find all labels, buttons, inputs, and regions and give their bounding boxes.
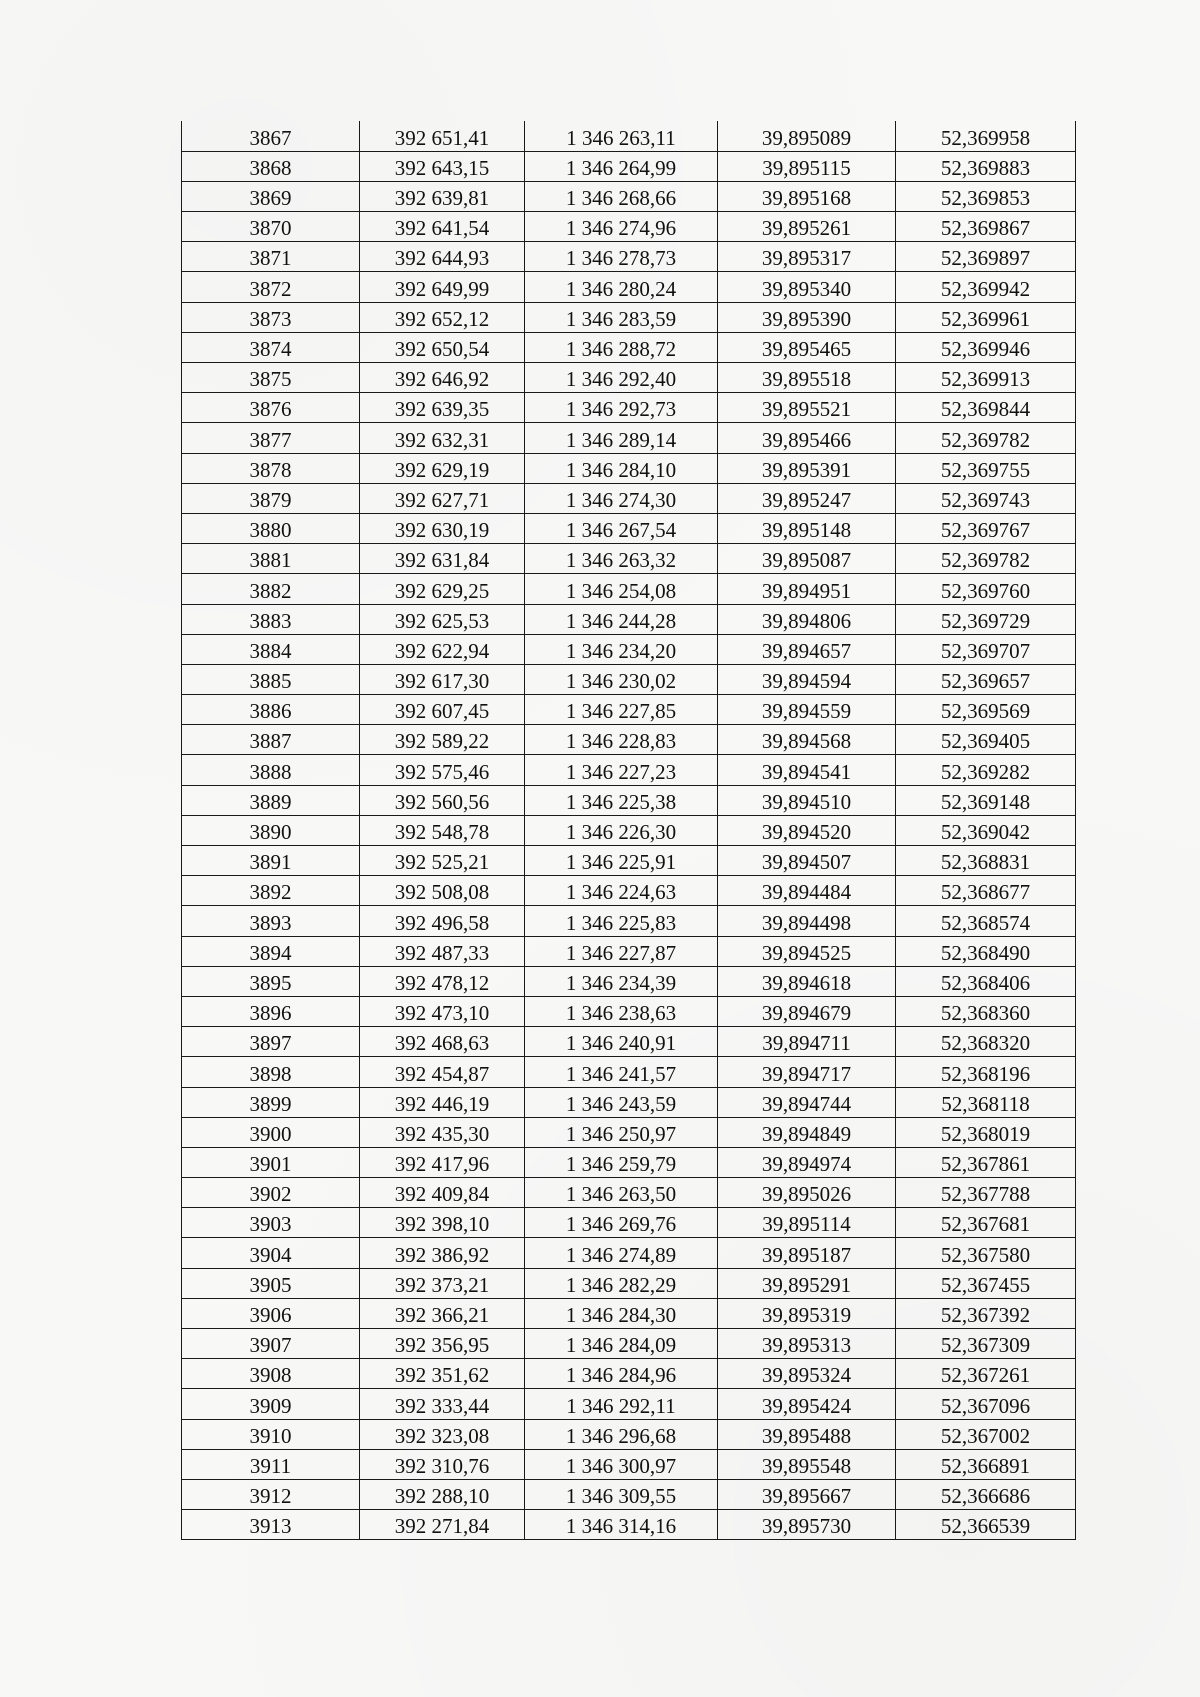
table-row [182, 151, 1076, 181]
latitude-cell: 52,369760 [896, 574, 1076, 604]
x-coordinate-cell: 392 650,54 [360, 332, 525, 362]
longitude-cell: 39,894849 [718, 1117, 896, 1147]
longitude-cell: 39,894510 [718, 785, 896, 815]
point-number-cell: 3898 [182, 1057, 360, 1087]
longitude-cell: 39,894744 [718, 1087, 896, 1117]
y-coordinate-cell: 1 346 259,79 [525, 1147, 718, 1177]
point-number-cell: 3892 [182, 876, 360, 906]
longitude-cell: 39,895521 [718, 393, 896, 423]
point-number-cell: 3901 [182, 1147, 360, 1177]
x-coordinate-cell: 392 627,71 [360, 483, 525, 513]
point-number-cell: 3883 [182, 604, 360, 634]
table-row [182, 212, 1076, 242]
table-row [182, 1268, 1076, 1298]
longitude-cell: 39,895115 [718, 151, 896, 181]
latitude-cell: 52,367261 [896, 1359, 1076, 1389]
table-row [182, 181, 1076, 211]
longitude-cell: 39,895730 [718, 1510, 896, 1540]
table-row [182, 1329, 1076, 1359]
y-coordinate-cell: 1 346 267,54 [525, 513, 718, 543]
y-coordinate-cell: 1 346 225,38 [525, 785, 718, 815]
longitude-cell: 39,895466 [718, 423, 896, 453]
table-row [182, 242, 1076, 272]
longitude-cell: 39,895667 [718, 1479, 896, 1509]
point-number-cell: 3905 [182, 1268, 360, 1298]
table-row [182, 1027, 1076, 1057]
table-row [182, 1057, 1076, 1087]
y-coordinate-cell: 1 346 241,57 [525, 1057, 718, 1087]
y-coordinate-cell: 1 346 240,91 [525, 1027, 718, 1057]
y-coordinate-cell: 1 346 289,14 [525, 423, 718, 453]
point-number-cell: 3870 [182, 212, 360, 242]
point-number-cell: 3907 [182, 1329, 360, 1359]
x-coordinate-cell: 392 649,99 [360, 272, 525, 302]
longitude-cell: 39,894679 [718, 996, 896, 1026]
y-coordinate-cell: 1 346 284,30 [525, 1298, 718, 1328]
longitude-cell: 39,895518 [718, 363, 896, 393]
latitude-cell: 52,368118 [896, 1087, 1076, 1117]
latitude-cell: 52,369782 [896, 423, 1076, 453]
y-coordinate-cell: 1 346 269,76 [525, 1208, 718, 1238]
latitude-cell: 52,369282 [896, 755, 1076, 785]
point-number-cell: 3906 [182, 1298, 360, 1328]
longitude-cell: 39,895390 [718, 302, 896, 332]
table-row [182, 725, 1076, 755]
latitude-cell: 52,369897 [896, 242, 1076, 272]
latitude-cell: 52,369657 [896, 664, 1076, 694]
y-coordinate-cell: 1 346 296,68 [525, 1419, 718, 1449]
longitude-cell: 39,894717 [718, 1057, 896, 1087]
y-coordinate-cell: 1 346 292,11 [525, 1389, 718, 1419]
x-coordinate-cell: 392 398,10 [360, 1208, 525, 1238]
y-coordinate-cell: 1 346 264,99 [525, 151, 718, 181]
x-coordinate-cell: 392 639,81 [360, 181, 525, 211]
longitude-cell: 39,895548 [718, 1449, 896, 1479]
x-coordinate-cell: 392 622,94 [360, 634, 525, 664]
table-row [182, 1178, 1076, 1208]
longitude-cell: 39,894541 [718, 755, 896, 785]
x-coordinate-cell: 392 351,62 [360, 1359, 525, 1389]
point-number-cell: 3885 [182, 664, 360, 694]
latitude-cell: 52,367861 [896, 1147, 1076, 1177]
y-coordinate-cell: 1 346 309,55 [525, 1479, 718, 1509]
x-coordinate-cell: 392 496,58 [360, 906, 525, 936]
latitude-cell: 52,367788 [896, 1178, 1076, 1208]
point-number-cell: 3902 [182, 1178, 360, 1208]
point-number-cell: 3900 [182, 1117, 360, 1147]
y-coordinate-cell: 1 346 234,39 [525, 966, 718, 996]
table-row [182, 513, 1076, 543]
latitude-cell: 52,369569 [896, 695, 1076, 725]
point-number-cell: 3878 [182, 453, 360, 483]
table-row [182, 1208, 1076, 1238]
point-number-cell: 3872 [182, 272, 360, 302]
y-coordinate-cell: 1 346 225,91 [525, 846, 718, 876]
coordinates-table [181, 121, 1076, 1540]
point-number-cell: 3889 [182, 785, 360, 815]
table-row [182, 664, 1076, 694]
table-row [182, 846, 1076, 876]
latitude-cell: 52,369707 [896, 634, 1076, 664]
x-coordinate-cell: 392 643,15 [360, 151, 525, 181]
point-number-cell: 3875 [182, 363, 360, 393]
point-number-cell: 3884 [182, 634, 360, 664]
x-coordinate-cell: 392 575,46 [360, 755, 525, 785]
table-row [182, 1238, 1076, 1268]
x-coordinate-cell: 392 356,95 [360, 1329, 525, 1359]
latitude-cell: 52,368406 [896, 966, 1076, 996]
point-number-cell: 3890 [182, 815, 360, 845]
longitude-cell: 39,895026 [718, 1178, 896, 1208]
longitude-cell: 39,894559 [718, 695, 896, 725]
table-row [182, 634, 1076, 664]
table-row [182, 393, 1076, 423]
y-coordinate-cell: 1 346 288,72 [525, 332, 718, 362]
table-row [182, 996, 1076, 1026]
longitude-cell: 39,894498 [718, 906, 896, 936]
table-row [182, 1510, 1076, 1540]
x-coordinate-cell: 392 646,92 [360, 363, 525, 393]
latitude-cell: 52,366686 [896, 1479, 1076, 1509]
x-coordinate-cell: 392 589,22 [360, 725, 525, 755]
latitude-cell: 52,367002 [896, 1419, 1076, 1449]
latitude-cell: 52,367309 [896, 1329, 1076, 1359]
table-row [182, 121, 1076, 151]
x-coordinate-cell: 392 487,33 [360, 936, 525, 966]
point-number-cell: 3871 [182, 242, 360, 272]
point-number-cell: 3881 [182, 544, 360, 574]
longitude-cell: 39,895087 [718, 544, 896, 574]
point-number-cell: 3893 [182, 906, 360, 936]
latitude-cell: 52,369853 [896, 181, 1076, 211]
x-coordinate-cell: 392 417,96 [360, 1147, 525, 1177]
y-coordinate-cell: 1 346 284,10 [525, 453, 718, 483]
point-number-cell: 3897 [182, 1027, 360, 1057]
point-number-cell: 3899 [182, 1087, 360, 1117]
y-coordinate-cell: 1 346 227,85 [525, 695, 718, 725]
coordinates-table-body [182, 121, 1076, 1540]
x-coordinate-cell: 392 271,84 [360, 1510, 525, 1540]
point-number-cell: 3868 [182, 151, 360, 181]
table-row [182, 363, 1076, 393]
x-coordinate-cell: 392 323,08 [360, 1419, 525, 1449]
x-coordinate-cell: 392 548,78 [360, 815, 525, 845]
table-row [182, 876, 1076, 906]
x-coordinate-cell: 392 644,93 [360, 242, 525, 272]
latitude-cell: 52,368196 [896, 1057, 1076, 1087]
table-row [182, 1389, 1076, 1419]
x-coordinate-cell: 392 288,10 [360, 1479, 525, 1509]
latitude-cell: 52,368574 [896, 906, 1076, 936]
x-coordinate-cell: 392 625,53 [360, 604, 525, 634]
y-coordinate-cell: 1 346 284,09 [525, 1329, 718, 1359]
longitude-cell: 39,895324 [718, 1359, 896, 1389]
longitude-cell: 39,894507 [718, 846, 896, 876]
latitude-cell: 52,369729 [896, 604, 1076, 634]
longitude-cell: 39,894618 [718, 966, 896, 996]
table-row [182, 483, 1076, 513]
longitude-cell: 39,895247 [718, 483, 896, 513]
longitude-cell: 39,895424 [718, 1389, 896, 1419]
latitude-cell: 52,366539 [896, 1510, 1076, 1540]
y-coordinate-cell: 1 346 228,83 [525, 725, 718, 755]
longitude-cell: 39,895488 [718, 1419, 896, 1449]
table-row [182, 574, 1076, 604]
latitude-cell: 52,367455 [896, 1268, 1076, 1298]
table-row [182, 1359, 1076, 1389]
longitude-cell: 39,895168 [718, 181, 896, 211]
y-coordinate-cell: 1 346 300,97 [525, 1449, 718, 1479]
x-coordinate-cell: 392 651,41 [360, 121, 525, 151]
y-coordinate-cell: 1 346 283,59 [525, 302, 718, 332]
y-coordinate-cell: 1 346 263,50 [525, 1178, 718, 1208]
table-row [182, 966, 1076, 996]
longitude-cell: 39,894484 [718, 876, 896, 906]
y-coordinate-cell: 1 346 274,89 [525, 1238, 718, 1268]
table-row [182, 1479, 1076, 1509]
point-number-cell: 3867 [182, 121, 360, 151]
y-coordinate-cell: 1 346 227,23 [525, 755, 718, 785]
y-coordinate-cell: 1 346 244,28 [525, 604, 718, 634]
y-coordinate-cell: 1 346 250,97 [525, 1117, 718, 1147]
point-number-cell: 3894 [182, 936, 360, 966]
longitude-cell: 39,895317 [718, 242, 896, 272]
longitude-cell: 39,894594 [718, 664, 896, 694]
y-coordinate-cell: 1 346 227,87 [525, 936, 718, 966]
table-row [182, 272, 1076, 302]
y-coordinate-cell: 1 346 282,29 [525, 1268, 718, 1298]
x-coordinate-cell: 392 639,35 [360, 393, 525, 423]
latitude-cell: 52,369042 [896, 815, 1076, 845]
table-row [182, 604, 1076, 634]
x-coordinate-cell: 392 446,19 [360, 1087, 525, 1117]
x-coordinate-cell: 392 468,63 [360, 1027, 525, 1057]
x-coordinate-cell: 392 386,92 [360, 1238, 525, 1268]
latitude-cell: 52,369743 [896, 483, 1076, 513]
table-row [182, 815, 1076, 845]
longitude-cell: 39,895148 [718, 513, 896, 543]
longitude-cell: 39,895340 [718, 272, 896, 302]
latitude-cell: 52,368677 [896, 876, 1076, 906]
latitude-cell: 52,367392 [896, 1298, 1076, 1328]
x-coordinate-cell: 392 508,08 [360, 876, 525, 906]
x-coordinate-cell: 392 629,25 [360, 574, 525, 604]
x-coordinate-cell: 392 629,19 [360, 453, 525, 483]
latitude-cell: 52,367681 [896, 1208, 1076, 1238]
x-coordinate-cell: 392 478,12 [360, 966, 525, 996]
latitude-cell: 52,369867 [896, 212, 1076, 242]
longitude-cell: 39,895319 [718, 1298, 896, 1328]
table-row [182, 1087, 1076, 1117]
y-coordinate-cell: 1 346 263,32 [525, 544, 718, 574]
latitude-cell: 52,369148 [896, 785, 1076, 815]
latitude-cell: 52,368831 [896, 846, 1076, 876]
point-number-cell: 3886 [182, 695, 360, 725]
latitude-cell: 52,369844 [896, 393, 1076, 423]
longitude-cell: 39,895187 [718, 1238, 896, 1268]
table-row [182, 1298, 1076, 1328]
longitude-cell: 39,894974 [718, 1147, 896, 1177]
point-number-cell: 3882 [182, 574, 360, 604]
latitude-cell: 52,369405 [896, 725, 1076, 755]
latitude-cell: 52,369782 [896, 544, 1076, 574]
point-number-cell: 3903 [182, 1208, 360, 1238]
point-number-cell: 3912 [182, 1479, 360, 1509]
table-row [182, 1147, 1076, 1177]
point-number-cell: 3913 [182, 1510, 360, 1540]
latitude-cell: 52,369755 [896, 453, 1076, 483]
x-coordinate-cell: 392 617,30 [360, 664, 525, 694]
longitude-cell: 39,894525 [718, 936, 896, 966]
latitude-cell: 52,366891 [896, 1449, 1076, 1479]
latitude-cell: 52,367096 [896, 1389, 1076, 1419]
latitude-cell: 52,369913 [896, 363, 1076, 393]
table-row [182, 1117, 1076, 1147]
latitude-cell: 52,369961 [896, 302, 1076, 332]
table-row [182, 332, 1076, 362]
table-row [182, 1449, 1076, 1479]
x-coordinate-cell: 392 631,84 [360, 544, 525, 574]
point-number-cell: 3908 [182, 1359, 360, 1389]
latitude-cell: 52,368360 [896, 996, 1076, 1026]
x-coordinate-cell: 392 454,87 [360, 1057, 525, 1087]
latitude-cell: 52,368019 [896, 1117, 1076, 1147]
x-coordinate-cell: 392 630,19 [360, 513, 525, 543]
point-number-cell: 3876 [182, 393, 360, 423]
longitude-cell: 39,895089 [718, 121, 896, 151]
latitude-cell: 52,367580 [896, 1238, 1076, 1268]
x-coordinate-cell: 392 525,21 [360, 846, 525, 876]
table-row [182, 544, 1076, 574]
point-number-cell: 3888 [182, 755, 360, 785]
point-number-cell: 3909 [182, 1389, 360, 1419]
point-number-cell: 3869 [182, 181, 360, 211]
latitude-cell: 52,369767 [896, 513, 1076, 543]
x-coordinate-cell: 392 333,44 [360, 1389, 525, 1419]
y-coordinate-cell: 1 346 226,30 [525, 815, 718, 845]
y-coordinate-cell: 1 346 268,66 [525, 181, 718, 211]
x-coordinate-cell: 392 373,21 [360, 1268, 525, 1298]
y-coordinate-cell: 1 346 292,40 [525, 363, 718, 393]
x-coordinate-cell: 392 652,12 [360, 302, 525, 332]
table-row [182, 785, 1076, 815]
latitude-cell: 52,369958 [896, 121, 1076, 151]
longitude-cell: 39,895391 [718, 453, 896, 483]
y-coordinate-cell: 1 346 274,30 [525, 483, 718, 513]
table-row [182, 695, 1076, 725]
table-row [182, 302, 1076, 332]
y-coordinate-cell: 1 346 314,16 [525, 1510, 718, 1540]
longitude-cell: 39,895261 [718, 212, 896, 242]
table-row [182, 755, 1076, 785]
point-number-cell: 3911 [182, 1449, 360, 1479]
table-row [182, 936, 1076, 966]
longitude-cell: 39,894951 [718, 574, 896, 604]
x-coordinate-cell: 392 607,45 [360, 695, 525, 725]
y-coordinate-cell: 1 346 274,96 [525, 212, 718, 242]
table-row [182, 453, 1076, 483]
point-number-cell: 3891 [182, 846, 360, 876]
y-coordinate-cell: 1 346 243,59 [525, 1087, 718, 1117]
point-number-cell: 3877 [182, 423, 360, 453]
x-coordinate-cell: 392 310,76 [360, 1449, 525, 1479]
longitude-cell: 39,894657 [718, 634, 896, 664]
longitude-cell: 39,894520 [718, 815, 896, 845]
x-coordinate-cell: 392 560,56 [360, 785, 525, 815]
point-number-cell: 3887 [182, 725, 360, 755]
longitude-cell: 39,894568 [718, 725, 896, 755]
y-coordinate-cell: 1 346 230,02 [525, 664, 718, 694]
x-coordinate-cell: 392 435,30 [360, 1117, 525, 1147]
point-number-cell: 3904 [182, 1238, 360, 1268]
y-coordinate-cell: 1 346 225,83 [525, 906, 718, 936]
latitude-cell: 52,369942 [896, 272, 1076, 302]
y-coordinate-cell: 1 346 292,73 [525, 393, 718, 423]
table-row [182, 906, 1076, 936]
point-number-cell: 3910 [182, 1419, 360, 1449]
y-coordinate-cell: 1 346 280,24 [525, 272, 718, 302]
longitude-cell: 39,895114 [718, 1208, 896, 1238]
longitude-cell: 39,895291 [718, 1268, 896, 1298]
table-row [182, 1419, 1076, 1449]
y-coordinate-cell: 1 346 263,11 [525, 121, 718, 151]
latitude-cell: 52,369883 [896, 151, 1076, 181]
y-coordinate-cell: 1 346 284,96 [525, 1359, 718, 1389]
point-number-cell: 3873 [182, 302, 360, 332]
x-coordinate-cell: 392 366,21 [360, 1298, 525, 1328]
point-number-cell: 3879 [182, 483, 360, 513]
table-row [182, 423, 1076, 453]
longitude-cell: 39,895465 [718, 332, 896, 362]
latitude-cell: 52,368490 [896, 936, 1076, 966]
longitude-cell: 39,894711 [718, 1027, 896, 1057]
point-number-cell: 3896 [182, 996, 360, 1026]
point-number-cell: 3880 [182, 513, 360, 543]
y-coordinate-cell: 1 346 238,63 [525, 996, 718, 1026]
x-coordinate-cell: 392 473,10 [360, 996, 525, 1026]
x-coordinate-cell: 392 641,54 [360, 212, 525, 242]
point-number-cell: 3874 [182, 332, 360, 362]
y-coordinate-cell: 1 346 234,20 [525, 634, 718, 664]
x-coordinate-cell: 392 632,31 [360, 423, 525, 453]
y-coordinate-cell: 1 346 224,63 [525, 876, 718, 906]
latitude-cell: 52,368320 [896, 1027, 1076, 1057]
longitude-cell: 39,895313 [718, 1329, 896, 1359]
y-coordinate-cell: 1 346 254,08 [525, 574, 718, 604]
x-coordinate-cell: 392 409,84 [360, 1178, 525, 1208]
y-coordinate-cell: 1 346 278,73 [525, 242, 718, 272]
point-number-cell: 3895 [182, 966, 360, 996]
latitude-cell: 52,369946 [896, 332, 1076, 362]
longitude-cell: 39,894806 [718, 604, 896, 634]
